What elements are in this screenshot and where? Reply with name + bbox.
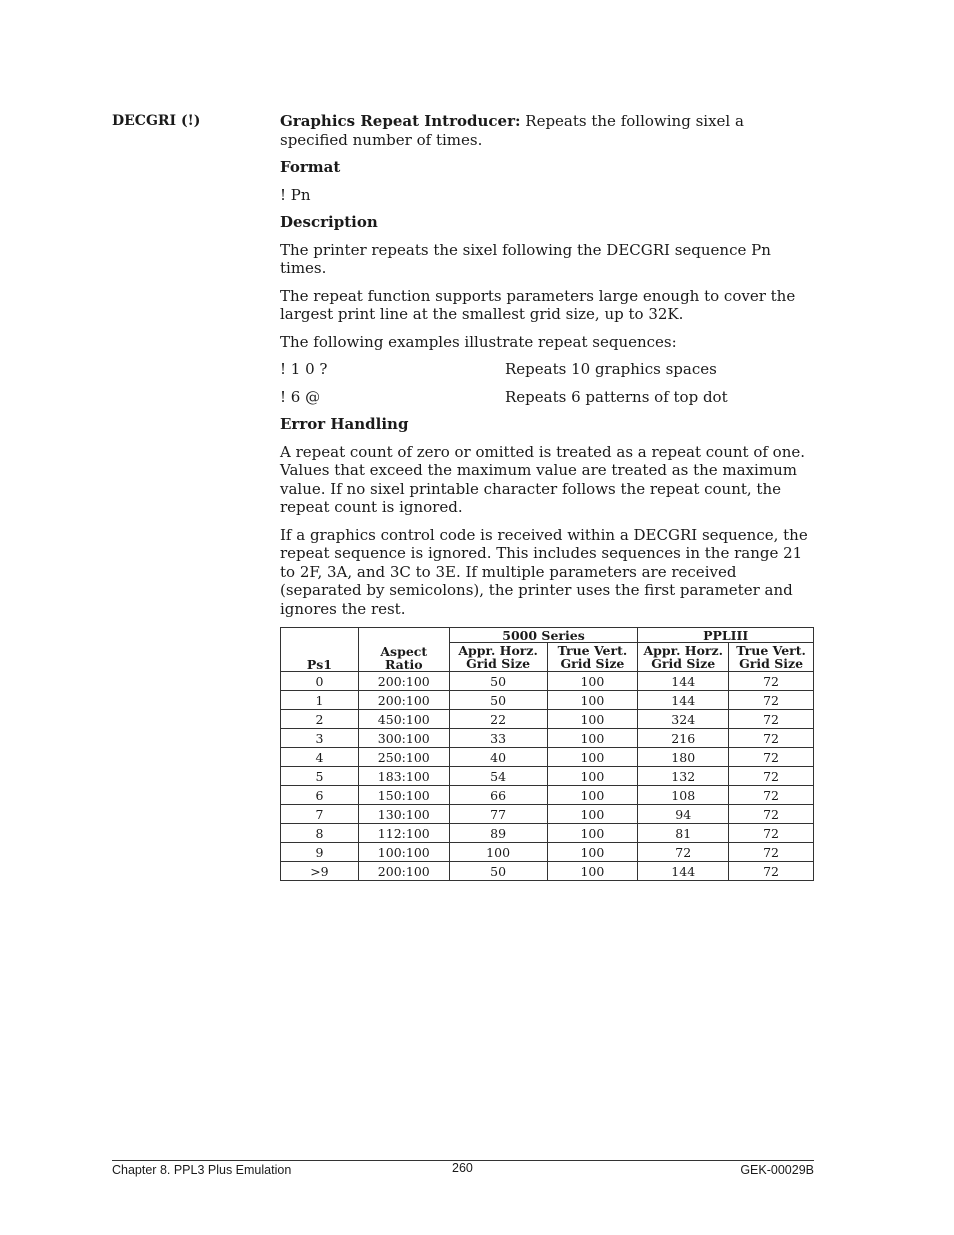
table-cell: 450:100 [358,710,449,729]
table-cell: 250:100 [358,748,449,767]
description-paragraph: The following examples illustrate repeat sequences: [280,332,677,351]
table-cell: 100 [547,672,638,691]
table-cell: 72 [729,729,814,748]
group-header-pplIII: PPLIII [638,628,814,643]
column-header-5000-horz: Appr. Horz. Grid Size [449,643,547,672]
example-row [280,360,810,379]
table-cell: 100 [547,862,638,881]
table-cell: 2 [281,710,359,729]
table-cell: 132 [638,767,729,786]
table-cell: 100 [547,805,638,824]
table-cell: 94 [638,805,729,824]
table-cell: 200:100 [358,862,449,881]
table-cell: 7 [281,805,359,824]
table-cell: 72 [729,672,814,691]
table-cell: 144 [638,862,729,881]
table-cell: 8 [281,824,359,843]
table-row [281,862,814,881]
footer-doc-id: GEK-00029B [740,1163,814,1177]
table-row [281,748,814,767]
table-cell: 100 [547,843,638,862]
table-cell: 72 [729,824,814,843]
table-cell: 130:100 [358,805,449,824]
error-heading: Error Handling [280,415,409,433]
table-cell: 4 [281,748,359,767]
table-cell: 100 [547,729,638,748]
table-cell: 5 [281,767,359,786]
column-header-ps1: Ps1 [281,628,359,672]
table-cell: 200:100 [358,672,449,691]
table-row [281,729,814,748]
table-cell: 54 [449,767,547,786]
table-cell: 9 [281,843,359,862]
table-cell: 72 [729,862,814,881]
table-cell: 112:100 [358,824,449,843]
table-cell: 324 [638,710,729,729]
table-cell: 72 [729,767,814,786]
table-cell: 66 [449,786,547,805]
table-group-header-row [281,628,814,643]
table-cell: 22 [449,710,547,729]
table-cell: 150:100 [358,786,449,805]
table-row [281,710,814,729]
table-body [281,672,814,881]
table-row [281,691,814,710]
table-row [281,672,814,691]
table-cell: 50 [449,691,547,710]
table-cell: >9 [281,862,359,881]
column-header-aspect-ratio: Aspect Ratio [358,628,449,672]
table-row [281,786,814,805]
table-cell: 200:100 [358,691,449,710]
table-cell: 6 [281,786,359,805]
column-header-ppl-horz: Appr. Horz. Grid Size [638,643,729,672]
description-paragraph: The printer repeats the sixel following the DECGRI sequence Pn times. [280,240,771,277]
table-row [281,805,814,824]
table-cell: 33 [449,729,547,748]
table-cell: 100 [547,748,638,767]
intro-paragraph [280,112,810,149]
example-code: ! 1 0 ? [280,360,328,378]
table-cell: 50 [449,672,547,691]
group-header-5000-series: 5000 Series [449,628,638,643]
table-cell: 50 [449,862,547,881]
table-cell: 72 [729,786,814,805]
error-paragraph: If a graphics control code is received within a DECGRI sequence, the repeat sequence is ignored. This includes sequences in the range 21 to 2F, 3A, and 3C to 3E. If multiple parameters are received (separated by semicolons), the printer uses the first parameter and ignores the rest. [280,525,808,618]
grid-size-table [280,627,814,881]
table-cell: 100:100 [358,843,449,862]
table-cell: 81 [638,824,729,843]
table-row [281,843,814,862]
example-meaning: Repeats 10 graphics spaces [505,360,717,378]
intro-title: Graphics Repeat Introducer: [280,112,521,130]
table-cell: 77 [449,805,547,824]
table-cell: 100 [547,767,638,786]
intro-text: Repeats the following sixel a specified number of times. [280,112,744,149]
table-cell: 108 [638,786,729,805]
table-cell: 72 [729,805,814,824]
table-row [281,824,814,843]
table-cell: 72 [729,710,814,729]
format-value: ! Pn [280,185,311,204]
table-cell: 100 [547,710,638,729]
table-cell: 1 [281,691,359,710]
table-cell: 89 [449,824,547,843]
description-heading: Description [280,213,378,231]
error-paragraph: A repeat count of zero or omitted is treated as a repeat count of one. Values that exceed the maximum value are treated as the maximum value. If no sixel printable character follows the repeat count, the repeat count is ignored. [280,442,806,516]
table-cell: 72 [729,691,814,710]
table-cell: 180 [638,748,729,767]
table-cell: 144 [638,672,729,691]
format-heading: Format [280,158,341,176]
footer-chapter: Chapter 8. PPL3 Plus Emulation [112,1163,292,1177]
command-body [280,112,810,627]
table-cell: 100 [547,691,638,710]
table-cell: 300:100 [358,729,449,748]
table-cell: 100 [547,786,638,805]
table-cell: 100 [547,824,638,843]
description-paragraph: The repeat function supports parameters large enough to cover the largest print line at the smallest grid size, up to 32K. [280,286,796,323]
table-cell: 183:100 [358,767,449,786]
table-cell: 72 [729,748,814,767]
command-name: DECGRI (!) [112,113,201,129]
table-cell: 72 [638,843,729,862]
example-meaning: Repeats 6 patterns of top dot [505,387,728,406]
table-cell: 3 [281,729,359,748]
table-cell: 216 [638,729,729,748]
table-cell: 144 [638,691,729,710]
table-cell: 100 [449,843,547,862]
table-cell: 0 [281,672,359,691]
footer-page-number: 260 [452,1161,473,1175]
table-row [281,767,814,786]
example-row [280,388,810,407]
table-cell: 40 [449,748,547,767]
column-header-5000-vert: True Vert. Grid Size [547,643,638,672]
example-code: ! 6 @ [280,387,321,406]
column-header-ppl-vert: True Vert. Grid Size [729,643,814,672]
table-cell: 72 [729,843,814,862]
